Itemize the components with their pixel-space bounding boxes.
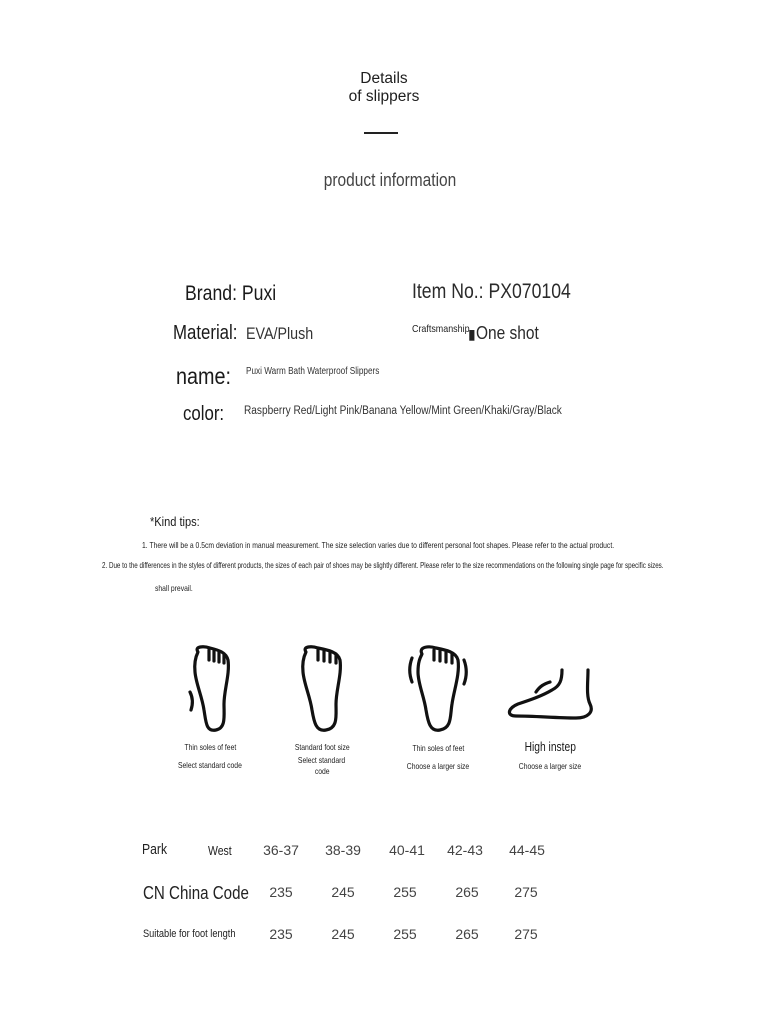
foot-type-1-advice: Select standard code <box>178 760 242 770</box>
tip-line-2: 2. Due to the differences in the styles of different products, the sizes of each pair of shoes may be slightly different. Please refer to the size recommendations on the following single page for specific sizes. <box>102 560 664 570</box>
material-value: EVA/Plush <box>246 324 314 343</box>
title-divider <box>364 132 398 134</box>
foot-type-4-title: High instep <box>524 740 576 754</box>
foot-type-3-title: Thin soles of feet <box>412 743 464 753</box>
high-instep-foot-icon <box>506 666 596 722</box>
size-cell: 42-43 <box>447 842 483 858</box>
row3-label: Suitable for foot length <box>143 928 236 940</box>
wide-foot-icon <box>406 644 470 734</box>
size-cell: 245 <box>331 926 355 942</box>
title-line-2: of slippers <box>348 88 420 105</box>
standard-foot-icon <box>298 644 348 734</box>
name-label: name: <box>176 363 231 389</box>
craftsmanship-field <box>412 323 549 344</box>
size-cell: 275 <box>514 884 538 900</box>
foot-type-3-advice: Choose a larger size <box>406 761 470 771</box>
brand-label: Brand: Puxi <box>185 282 277 305</box>
row2-label: CN China Code <box>143 883 249 903</box>
kind-tips-heading: *Kind tips: <box>150 514 200 529</box>
size-cell: 36-37 <box>263 842 299 858</box>
thin-sole-foot-icon <box>184 644 234 734</box>
title-line-1: Details <box>360 70 408 87</box>
size-cell: 235 <box>269 926 293 942</box>
tip-line-3: shall prevail. <box>155 583 193 593</box>
row1-label-park: Park <box>142 842 168 858</box>
craftsmanship-label: Craftsmanship <box>412 323 470 335</box>
name-value: Puxi Warm Bath Waterproof Slippers <box>246 366 380 377</box>
section-subtitle: product information <box>323 170 457 190</box>
material-label: Material: <box>173 322 238 344</box>
page-title <box>0 70 768 106</box>
foot-type-1-title: Thin soles of feet <box>184 742 236 752</box>
size-cell: 265 <box>455 884 479 900</box>
size-cell: 275 <box>514 926 538 942</box>
size-cell: 38-39 <box>325 842 361 858</box>
color-value: Raspberry Red/Light Pink/Banana Yellow/Mint Green/Khaki/Gray/Black <box>244 405 562 417</box>
foot-type-4-advice: Choose a larger size <box>518 761 582 771</box>
size-cell: 255 <box>393 884 417 900</box>
size-cell: 40-41 <box>389 842 425 858</box>
size-cell: 255 <box>393 926 417 942</box>
row1-label-west: West <box>208 844 232 858</box>
size-cell: 44-45 <box>509 842 545 858</box>
size-cell: 235 <box>269 884 293 900</box>
craftsmanship-value: One shot <box>475 323 539 343</box>
foot-type-2-advice-line-1: Select standard <box>298 755 346 765</box>
item-number-label: Item No.: PX070104 <box>412 280 571 303</box>
size-cell: 265 <box>455 926 479 942</box>
tip-line-1: 1. There will be a 0.5cm deviation in manual measurement. The size selection varies due to different personal foot shapes. Please refer to the actual product. <box>142 540 615 550</box>
foot-type-2-advice-line-2: code <box>314 766 330 776</box>
color-label: color: <box>183 403 225 425</box>
missing-glyph-icon: ▮ <box>468 326 476 342</box>
foot-type-2-title: Standard foot size <box>294 742 350 752</box>
size-cell: 245 <box>331 884 355 900</box>
